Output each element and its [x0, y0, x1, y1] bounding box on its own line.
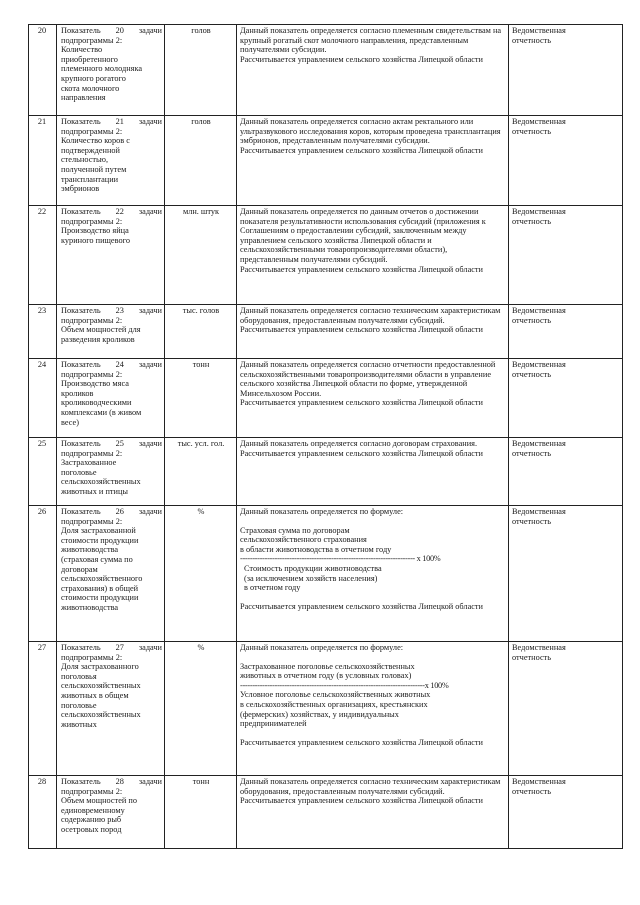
calculation-method — [237, 776, 509, 849]
calculation-method — [237, 206, 509, 305]
indicator-name-head: Показатель 21 задачи — [61, 117, 162, 126]
row-number: 22 — [29, 206, 57, 305]
calculation-text: Данный показатель определяется согласно договорам страхования. Рассчитывается управлением сельского хозяйства Липецкой области — [240, 439, 483, 458]
table-row — [29, 506, 623, 642]
indicator-name — [57, 25, 165, 116]
formula-denominator: Условное поголовье сельскохозяйственных животных в сельскохозяйственных организациях, крестьянских (фермерских) хозяйствах, у индивидуальных предпринимателей — [240, 690, 431, 729]
calculation-method — [237, 25, 509, 116]
indicator-name — [57, 776, 165, 849]
row-number: 27 — [29, 642, 57, 776]
calculation-text: Данный показатель определяется согласно техническим характеристикам оборудования, предоставленным получателями субсидий. Рассчитывается управлением сельского хозяйства Липецкой области — [240, 306, 501, 335]
indicator-name-rest: подпрограммы 2: Объем мощностей для разведения кроликов — [61, 315, 141, 344]
indicator-name-head: Показатель 27 задачи — [61, 643, 162, 652]
indicator-name-head: Показатель 28 задачи — [61, 777, 162, 786]
calculation-method — [237, 642, 509, 776]
indicator-name — [57, 206, 165, 305]
unit-of-measure: млн. штук — [165, 206, 237, 305]
indicator-name-rest: подпрограммы 2: Объем мощностей по единовременному содержанию рыб осетровых пород — [61, 786, 137, 834]
table-row — [29, 438, 623, 506]
calculation-method — [237, 506, 509, 642]
data-source: Ведомственная отчетность — [509, 776, 623, 849]
table-row — [29, 776, 623, 849]
data-source: Ведомственная отчетность — [509, 206, 623, 305]
row-number: 23 — [29, 305, 57, 359]
unit-of-measure: голов — [165, 25, 237, 116]
indicator-name-rest: подпрограммы 2: Застрахованное поголовье сельскохозяйственных животных и птицы — [61, 448, 141, 496]
calculation-text: Данный показатель определяется по данным отчетов о достижении показателя результативности использования субсидий (приложения к Соглашениям о предоставлении субсидий, заключенным между управлением сельского хозяйства Липецкой области и сельскохозяйственными товаропроизводителями области), представленным получателями субсидий. Рассчитывается управлением сельского хозяйства Липецкой области — [240, 207, 486, 274]
row-number: 25 — [29, 438, 57, 506]
indicator-name-rest: подпрограммы 2: Количество приобретенного племенного молодняка крупного рогатого скота молочного направления — [61, 35, 143, 103]
unit-of-measure: голов — [165, 116, 237, 206]
formula-numerator: Застрахованное поголовье сельскохозяйственных животных в отчетном году (в условных головах) — [240, 661, 415, 681]
indicator-name — [57, 438, 165, 506]
unit-of-measure: тонн — [165, 776, 237, 849]
data-source: Ведомственная отчетность — [509, 305, 623, 359]
row-number: 20 — [29, 25, 57, 116]
unit-of-measure: тыс. голов — [165, 305, 237, 359]
data-source: Ведомственная отчетность — [509, 506, 623, 642]
table-row — [29, 359, 623, 438]
calculation-method — [237, 359, 509, 438]
formula-numerator: Страховая сумма по договорам сельскохозяйственного страхования в области животноводства в отчетном году — [240, 525, 392, 554]
formula-fraction-line: ----------------------------------------------------------------------- x 100% — [240, 554, 441, 564]
data-source: Ведомственная отчетность — [509, 642, 623, 776]
indicator-name-head: Показатель 20 задачи — [61, 26, 162, 35]
indicator-name-rest: подпрограммы 2: Количество коров с подтвержденной стельностью, полученной путем трансплантации эмбрионов — [61, 126, 130, 194]
formula-denominator: Стоимость продукции животноводства (за исключением хозяйств населения) в отчетном году — [244, 563, 382, 593]
table-row — [29, 642, 623, 776]
indicators-table-body — [29, 25, 623, 849]
indicator-name — [57, 116, 165, 206]
indicators-table — [28, 24, 623, 849]
indicator-name-rest: подпрограммы 2: Доля застрахованного поголовья сельскохозяйственных животных в общем поголовье сельскохозяйственных животных — [61, 652, 141, 729]
data-source: Ведомственная отчетность — [509, 359, 623, 438]
table-row — [29, 25, 623, 116]
data-source: Ведомственная отчетность — [509, 25, 623, 116]
calculation-text: Рассчитывается управлением сельского хозяйства Липецкой области — [240, 601, 483, 611]
indicator-name — [57, 359, 165, 438]
row-number: 28 — [29, 776, 57, 849]
indicator-name-head: Показатель 25 задачи — [61, 439, 162, 448]
data-source: Ведомственная отчетность — [509, 116, 623, 206]
calculation-text: Рассчитывается управлением сельского хозяйства Липецкой области — [240, 737, 483, 747]
indicator-name — [57, 506, 165, 642]
indicators-table-page — [28, 24, 622, 849]
unit-of-measure: % — [165, 506, 237, 642]
unit-of-measure: % — [165, 642, 237, 776]
table-row — [29, 116, 623, 206]
indicator-name-rest: подпрограммы 2: Производство яйца куриного пищевого — [61, 216, 130, 245]
calculation-method — [237, 116, 509, 206]
row-number: 21 — [29, 116, 57, 206]
indicator-name-rest: подпрограммы 2: Доля застрахованной стоимости продукции животноводства (страховая сумма по договорам сельскохозяйственного страхования) в общей стоимости продукции животноводства — [61, 516, 143, 612]
calculation-text: Данный показатель определяется согласно техническим характеристикам оборудования, предоставленным получателями субсидий. Рассчитывается управлением сельского хозяйства Липецкой области — [240, 777, 501, 806]
row-number: 26 — [29, 506, 57, 642]
indicator-name-head: Показатель 24 задачи — [61, 360, 162, 369]
row-number: 24 — [29, 359, 57, 438]
table-row — [29, 305, 623, 359]
indicator-name-head: Показатель 26 задачи — [61, 507, 162, 516]
unit-of-measure: тонн — [165, 359, 237, 438]
calculation-method — [237, 305, 509, 359]
formula-intro: Данный показатель определяется по формуле: — [240, 507, 404, 516]
indicator-name-head: Показатель 23 задачи — [61, 306, 162, 315]
calculation-text: Данный показатель определяется согласно актам ректального или ультразвукового исследования коров, которым проведена трансплантация эмбрионов, представленным получателями субсидии. Рассчитывается управлением сельского хозяйства Липецкой области — [240, 117, 501, 155]
formula-intro: Данный показатель определяется по формуле: — [240, 643, 404, 652]
formula-fraction-line: ---------------------------------------------------------------------------x 100% — [240, 680, 449, 690]
calculation-method — [237, 438, 509, 506]
table-row — [29, 206, 623, 305]
indicator-name — [57, 305, 165, 359]
calculation-text: Данный показатель определяется согласно племенным свидетельствам на крупный рогатый скот молочного направления, представленным получателями субсидии. Рассчитывается управлением сельского хозяйства Липецкой области — [240, 26, 502, 64]
indicator-name — [57, 642, 165, 776]
unit-of-measure: тыс. усл. гол. — [165, 438, 237, 506]
indicator-name-rest: подпрограммы 2: Производство мяса кроликов кролиководческими комплексами (в живом весе) — [61, 369, 142, 427]
data-source: Ведомственная отчетность — [509, 438, 623, 506]
calculation-text: Данный показатель определяется согласно отчетности предоставленной сельскохозяйственными товаропроизводителями области в управление сельского хозяйства Липецкой области по форме, утвержденной Минсельхозом России. Рассчитывается управлением сельского хозяйства Липецкой области — [240, 360, 496, 408]
indicator-name-head: Показатель 22 задачи — [61, 207, 162, 216]
